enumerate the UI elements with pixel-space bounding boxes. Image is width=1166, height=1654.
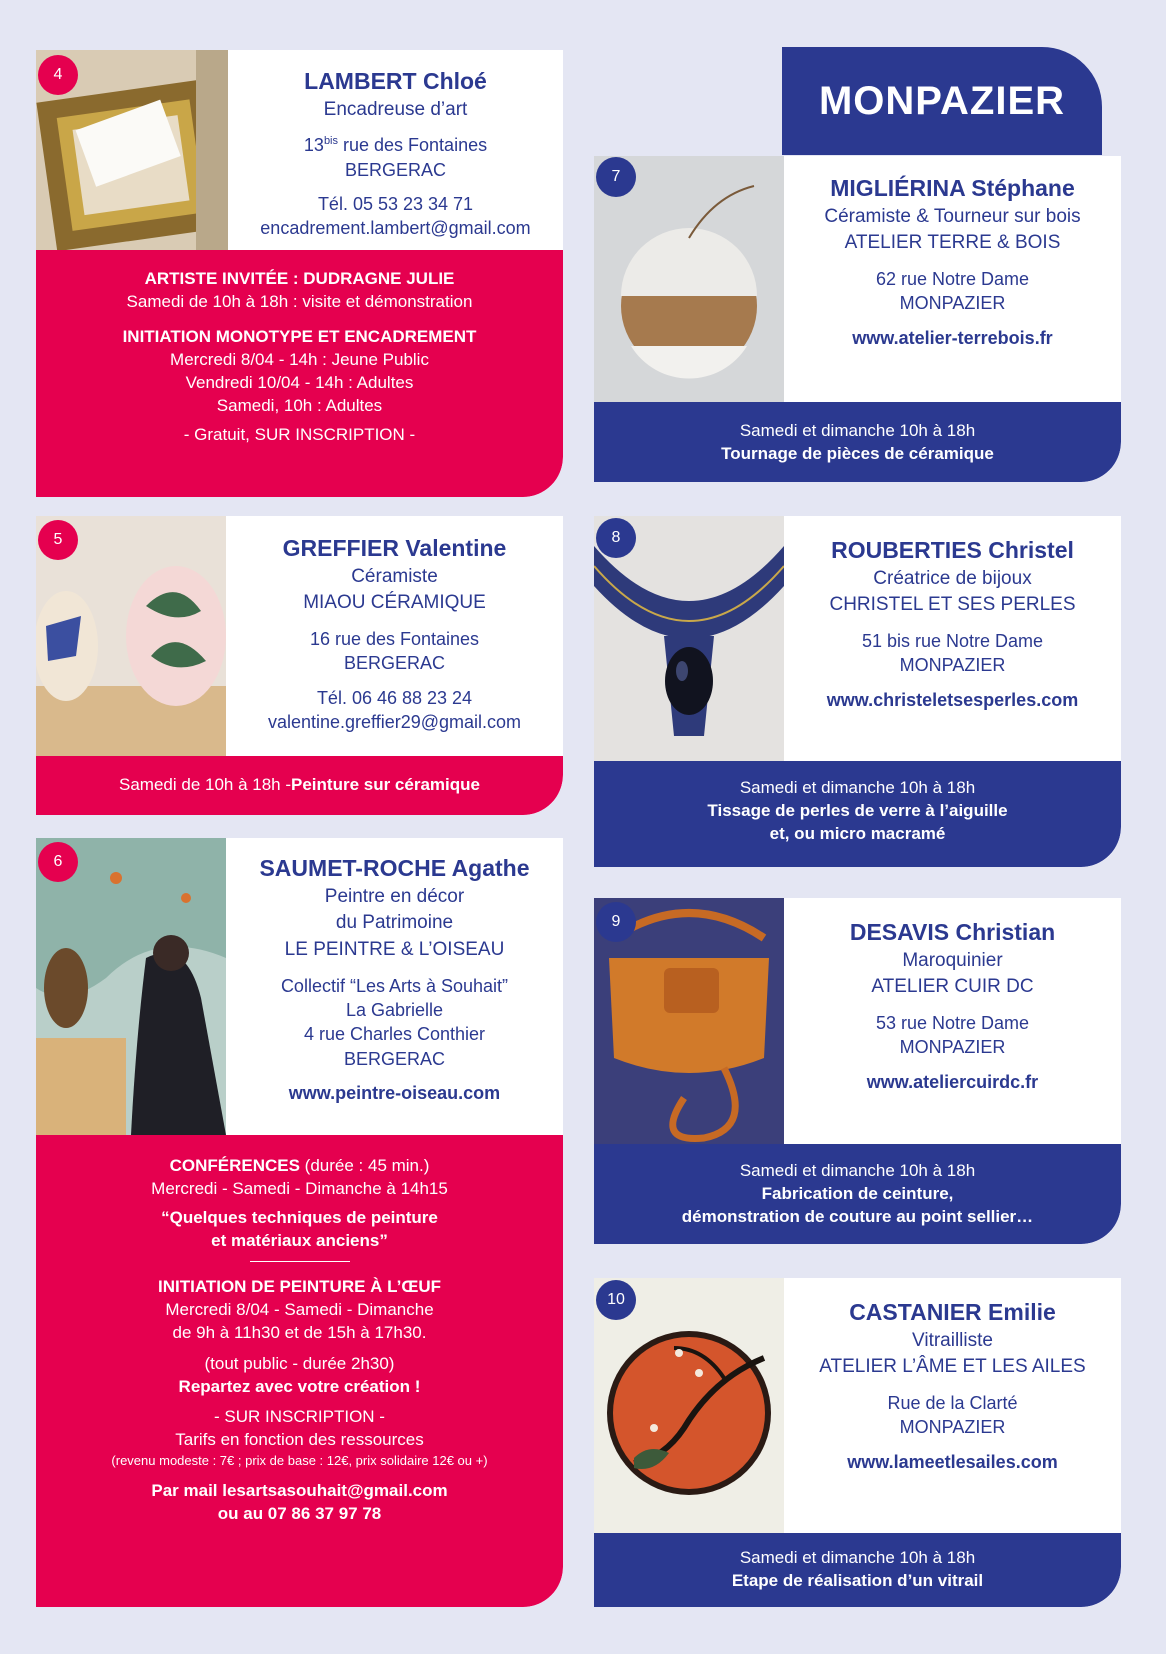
artist-address: 53 rue Notre Dame	[875, 1013, 1030, 1034]
artist-role: Céramiste	[351, 565, 438, 587]
egg-initiation-public: (tout public - durée 2h30)	[204, 1353, 395, 1373]
card-number-10: 10	[596, 1280, 636, 1320]
band-time: Samedi et dimanche 10h à 18h	[739, 421, 976, 440]
artist-city: BERGERAC	[343, 653, 446, 674]
separator	[250, 1261, 350, 1262]
artist-card-8	[594, 516, 1121, 867]
tarifs-note: Tarifs en fonction des ressources	[175, 1430, 424, 1450]
artist-website[interactable]: www.christeletsesperles.com	[826, 689, 1079, 710]
band-activity: Fabrication de ceinture,	[761, 1183, 954, 1203]
artist-atelier: MIAOU CÉRAMIQUE	[303, 592, 486, 614]
conference-days: Mercredi - Samedi - Dimanche à 14h15	[151, 1178, 448, 1198]
artist-name: SAUMET-ROCHE Agathe	[259, 855, 530, 881]
artist-role: Peintre en décor	[324, 885, 465, 907]
artist-name: ROUBERTIES Christel	[831, 537, 1074, 563]
egg-initiation-days: Mercredi 8/04 - Samedi - Dimanche	[165, 1299, 434, 1319]
artist-city: BERGERAC	[344, 159, 447, 180]
card-number-6: 6	[38, 842, 78, 882]
artist-role: Créatrice de bijoux	[873, 567, 1032, 589]
artist-card-7	[594, 156, 1121, 482]
artist-email[interactable]: valentine.greffier29@gmail.com	[267, 711, 522, 732]
artist-email[interactable]: encadrement.lambert@gmail.com	[260, 218, 531, 239]
band-activity: démonstration de couture au point sellier…	[681, 1206, 1034, 1226]
initiation-line: Vendredi 10/04 - 14h : Adultes	[185, 372, 414, 392]
artist-role: Vitrailliste	[912, 1329, 993, 1351]
band-activity: et, ou micro macramé	[769, 823, 946, 843]
artist-atelier: ATELIER L’ÂME ET LES AILES	[819, 1356, 1086, 1378]
artist-place: La Gabrielle	[345, 999, 444, 1020]
band-time: Samedi et dimanche 10h à 18h	[739, 778, 976, 797]
band-time: Samedi et dimanche 10h à 18h	[739, 1548, 976, 1567]
conference-title: CONFÉRENCES (durée : 45 min.)	[169, 1156, 430, 1175]
artist-city: MONPAZIER	[899, 1037, 1006, 1058]
artist-name: GREFFIER Valentine	[282, 535, 507, 561]
initiation-title: INITIATION MONOTYPE ET ENCADREMENT	[122, 326, 477, 346]
egg-initiation-hours: de 9h à 11h30 et de 15h à 17h30.	[172, 1322, 427, 1342]
artist-name: LAMBERT Chloé	[304, 68, 487, 94]
artist-card-9	[594, 898, 1121, 1244]
card-9-events	[594, 1144, 1121, 1244]
artist-collectif: Collectif “Les Arts à Souhait”	[280, 975, 509, 996]
band-time: Samedi et dimanche 10h à 18h	[739, 1161, 976, 1180]
artist-name: CASTANIER Emilie	[849, 1299, 1056, 1325]
card-number-9: 9	[596, 902, 636, 942]
artist-address: 51 bis rue Notre Dame	[861, 631, 1044, 652]
card-4-events	[36, 250, 563, 497]
artist-city: MONPAZIER	[899, 1417, 1006, 1438]
photo-painter	[36, 838, 226, 1135]
card-number-4: 4	[38, 55, 78, 95]
artist-card-5	[36, 516, 563, 815]
artist-atelier: ATELIER TERRE & BOIS	[844, 232, 1061, 254]
card-8-events	[594, 761, 1121, 867]
artist-website[interactable]: www.lameetlesailes.com	[847, 1451, 1058, 1472]
conference-quote: et matériaux anciens”	[211, 1230, 388, 1250]
contact-phone: ou au 07 86 37 97 78	[217, 1503, 382, 1523]
artist-city: MONPAZIER	[899, 293, 1006, 314]
artist-role: Maroquinier	[902, 949, 1003, 971]
initiation-line: Samedi, 10h : Adultes	[216, 395, 383, 415]
artist-website[interactable]: www.ateliercuirdc.fr	[866, 1071, 1039, 1092]
band-time: Samedi de 10h à 18h -	[119, 775, 292, 795]
prix-note: (revenu modeste : 7€ ; prix de base : 12€, prix solidaire 12€ ou +)	[111, 1453, 488, 1469]
artist-address: 4 rue Charles Conthier	[303, 1024, 486, 1045]
initiation-note: - Gratuit, SUR INSCRIPTION -	[183, 424, 416, 444]
town-title: MONPAZIER	[782, 47, 1102, 155]
artist-atelier: CHRISTEL ET SES PERLES	[829, 594, 1076, 616]
artist-card-4	[36, 50, 563, 497]
inscription-note: - SUR INSCRIPTION -	[214, 1407, 385, 1427]
artist-city: MONPAZIER	[899, 655, 1006, 676]
artist-name: DESAVIS Christian	[849, 919, 1056, 945]
initiation-line: Mercredi 8/04 - 14h : Jeune Public	[170, 349, 429, 369]
artist-address: Rue de la Clarté	[887, 1393, 1018, 1414]
artist-card-6	[36, 838, 563, 1607]
contact-mail[interactable]: Par mail lesartsasouhait@gmail.com	[151, 1480, 448, 1500]
artist-website[interactable]: www.atelier-terrebois.fr	[852, 327, 1053, 348]
band-activity: Peinture sur céramique	[291, 775, 480, 795]
egg-initiation-title: INITIATION DE PEINTURE À L’ŒUF	[157, 1276, 442, 1296]
conference-quote: “Quelques techniques de peinture	[161, 1207, 438, 1227]
artist-website[interactable]: www.peintre-oiseau.com	[288, 1082, 501, 1103]
card-6-events	[36, 1135, 563, 1607]
band-activity: Etape de réalisation d’un vitrail	[731, 1570, 984, 1590]
artist-atelier: LE PEINTRE & L’OISEAU	[284, 939, 505, 961]
band-activity: Tissage de perles de verre à l’aiguille	[707, 800, 1008, 820]
artist-atelier: ATELIER CUIR DC	[871, 976, 1034, 998]
guest-title: ARTISTE INVITÉE : DUDRAGNE JULIE	[144, 269, 455, 288]
artist-address: 16 rue des Fontaines	[309, 629, 480, 650]
artist-address: $13^{bis}$ rue des Fontaines	[303, 135, 488, 156]
card-5-events	[36, 756, 563, 815]
artist-city: BERGERAC	[343, 1048, 446, 1069]
artist-role: Céramiste & Tourneur sur bois	[824, 205, 1081, 227]
artist-role: du Patrimoine	[335, 912, 454, 934]
card-number-8: 8	[596, 518, 636, 558]
artist-phone: Tél. 05 53 23 34 71	[317, 194, 474, 215]
artist-role: Encadreuse d’art	[323, 98, 468, 120]
artist-phone: Tél. 06 46 88 23 24	[316, 687, 473, 708]
band-activity: Tournage de pièces de céramique	[721, 443, 994, 463]
card-10-events	[594, 1533, 1121, 1607]
egg-initiation-take: Repartez avec votre création !	[178, 1376, 421, 1396]
artist-name: MIGLIÉRINA Stéphane	[830, 175, 1075, 201]
card-number-5: 5	[38, 520, 78, 560]
artist-address: 62 rue Notre Dame	[875, 269, 1030, 290]
artist-card-10	[594, 1278, 1121, 1607]
card-7-events	[594, 402, 1121, 482]
card-number-7: 7	[596, 157, 636, 197]
guest-sub: Samedi de 10h à 18h : visite et démonstration	[126, 291, 473, 311]
